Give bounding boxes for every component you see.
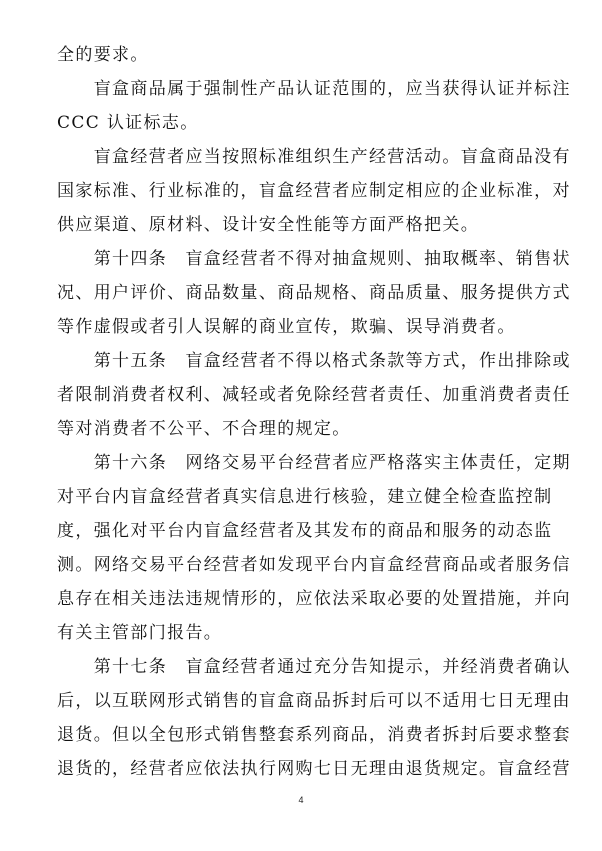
text-line: 后，以互联网形式销售的盲盒商品拆封后可以不适用七日无理由 [57, 691, 571, 711]
text-line: 况、用户评价、商品数量、商品规格、商品质量、服务提供方式 [57, 283, 571, 303]
text-line: 盲盒商品属于强制性产品认证范围的，应当获得认证并标注 [57, 79, 571, 99]
text-line: 等作虚假或者引人误解的商业宣传，欺骗、误导消费者。 [57, 317, 516, 337]
text-line: 测。网络交易平台经营者如发现平台内盲盒经营商品或者服务信 [57, 555, 571, 575]
text-line: 息存在相关违法违规情形的，应依法采取必要的处置措施，并向 [57, 589, 571, 609]
text-line: 第十七条 盲盒经营者通过充分告知提示，并经消费者确认 [57, 657, 571, 677]
page-number: 4 [298, 795, 304, 805]
text-line: 退货。但以全包形式销售整套系列商品，消费者拆封后要求整套 [57, 725, 571, 745]
text-line: 者限制消费者权利、减轻或者免除经营者责任、加重消费者责任 [57, 385, 571, 405]
text-line: 国家标准、行业标准的，盲盒经营者应制定相应的企业标准，对 [57, 181, 571, 201]
text-line: CCC 认证标志。 [57, 113, 199, 133]
text-line: 退货的，经营者应依法执行网购七日无理由退货规定。盲盒经营 [57, 759, 571, 779]
text-line: 第十五条 盲盒经营者不得以格式条款等方式，作出排除或 [57, 351, 571, 371]
text-line: 度，强化对平台内盲盒经营者及其发布的商品和服务的动态监 [57, 521, 553, 541]
text-line: 供应渠道、原材料、设计安全性能等方面严格把关。 [57, 215, 480, 235]
text-line: 第十六条 网络交易平台经营者应严格落实主体责任，定期 [57, 453, 571, 473]
text-line: 全的要求。 [57, 45, 149, 65]
text-line: 等对消费者不公平、不合理的规定。 [57, 419, 351, 439]
text-line: 第十四条 盲盒经营者不得对抽盒规则、抽取概率、销售状 [57, 249, 571, 269]
text-line: 盲盒经营者应当按照标准组织生产经营活动。盲盒商品没有 [57, 147, 571, 167]
text-line: 有关主管部门报告。 [57, 623, 223, 643]
text-line: 对平台内盲盒经营者真实信息进行核验，建立健全检查监控制 [57, 487, 553, 507]
